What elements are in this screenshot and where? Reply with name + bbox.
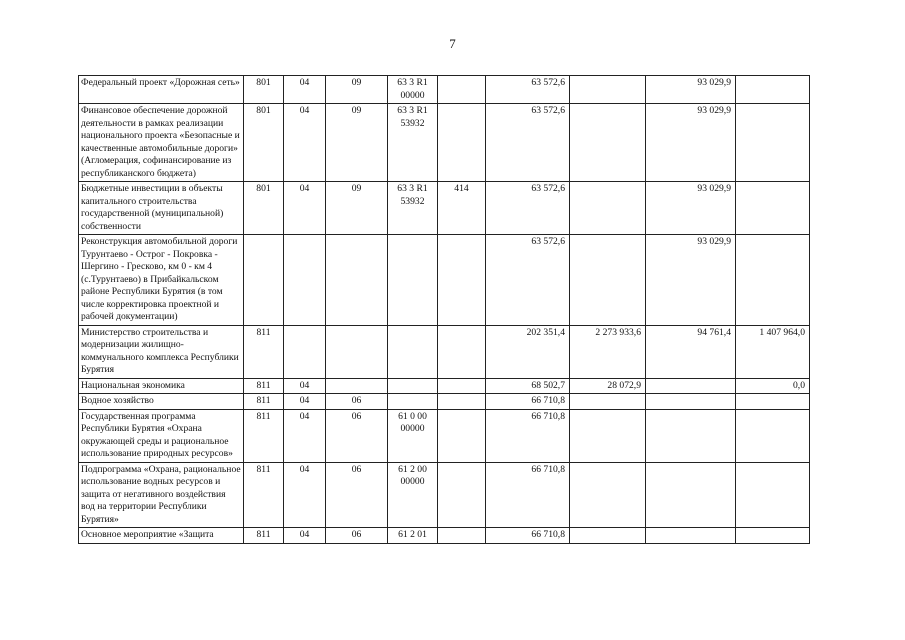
cell-amount-4: 1 407 964,0 [736,325,810,378]
cell-amount-4: 0,0 [736,378,810,394]
cell-amount-1: 66 710,8 [486,462,570,528]
cell-amount-2 [570,462,646,528]
cell-target-article [388,235,438,326]
cell-name: Министерство строительства и модернизации жилищно-коммунального комплекса Республики Бурятия [79,325,244,378]
cell-name: Подпрограмма «Охрана, рациональное использование водных ресурсов и защита от негативного воздействия вод на территории Республики Бурятия» [79,462,244,528]
cell-ved: 811 [244,528,284,544]
cell-ved: 811 [244,394,284,410]
cell-subsection: 09 [326,104,388,182]
cell-amount-3 [646,409,736,462]
cell-amount-2 [570,76,646,104]
cell-expense-type [438,104,486,182]
cell-expense-type [438,235,486,326]
cell-subsection: 06 [326,409,388,462]
cell-name: Реконструкция автомобильной дороги Турунтаево - Острог - Покровка - Шергино - Гресково, км 0 - км 4 (с.Турунтаево) в Прибайкальском районе Республики Бурятия (в том числе корректировка проектной и рабочей документации) [79,235,244,326]
cell-target-article: 61 2 00 00000 [388,462,438,528]
cell-expense-type [438,462,486,528]
table-row [79,409,810,462]
cell-amount-1: 63 572,6 [486,76,570,104]
cell-section [284,325,326,378]
cell-expense-type [438,409,486,462]
cell-target-article: 61 2 01 [388,528,438,544]
cell-amount-2: 28 072,9 [570,378,646,394]
cell-expense-type: 414 [438,182,486,235]
cell-amount-2 [570,394,646,410]
cell-ved: 811 [244,462,284,528]
table-row [79,235,810,326]
cell-amount-3 [646,378,736,394]
cell-ved [244,235,284,326]
cell-target-article: 63 3 R1 53932 [388,104,438,182]
cell-name: Основное мероприятие «Защита [79,528,244,544]
cell-subsection: 06 [326,528,388,544]
cell-amount-1: 202 351,4 [486,325,570,378]
cell-name: Федеральный проект «Дорожная сеть» [79,76,244,104]
cell-amount-2 [570,235,646,326]
cell-section: 04 [284,409,326,462]
cell-amount-2 [570,528,646,544]
cell-target-article: 61 0 00 00000 [388,409,438,462]
cell-amount-2 [570,182,646,235]
cell-amount-4 [736,235,810,326]
cell-expense-type [438,76,486,104]
cell-expense-type [438,378,486,394]
cell-subsection: 09 [326,182,388,235]
table-row [79,528,810,544]
cell-ved: 811 [244,409,284,462]
cell-amount-4 [736,409,810,462]
cell-amount-4 [736,394,810,410]
cell-subsection [326,235,388,326]
table-row [79,462,810,528]
cell-amount-4 [736,104,810,182]
cell-section: 04 [284,462,326,528]
cell-amount-3: 93 029,9 [646,235,736,326]
cell-target-article: 63 3 R1 53932 [388,182,438,235]
table-row [79,378,810,394]
cell-subsection: 06 [326,394,388,410]
cell-name: Водное хозяйство [79,394,244,410]
cell-amount-1: 63 572,6 [486,235,570,326]
cell-target-article [388,394,438,410]
cell-name: Бюджетные инвестиции в объекты капитального строительства государственной (муниципальной) собственности [79,182,244,235]
cell-name: Государственная программа Республики Бурятия «Охрана окружающей среды и рациональное использование природных ресурсов» [79,409,244,462]
cell-target-article [388,378,438,394]
cell-expense-type [438,394,486,410]
cell-amount-1: 63 572,6 [486,182,570,235]
table-body [79,76,810,544]
table-row [79,76,810,104]
cell-amount-3: 94 761,4 [646,325,736,378]
cell-section: 04 [284,104,326,182]
cell-amount-2: 2 273 933,6 [570,325,646,378]
cell-expense-type [438,528,486,544]
cell-amount-1: 66 710,8 [486,528,570,544]
cell-amount-1: 63 572,6 [486,104,570,182]
cell-amount-1: 68 502,7 [486,378,570,394]
cell-amount-4 [736,76,810,104]
cell-amount-4 [736,528,810,544]
table-row [79,182,810,235]
page-number: 7 [449,36,456,51]
cell-subsection: 06 [326,462,388,528]
cell-name: Национальная экономика [79,378,244,394]
cell-amount-3 [646,462,736,528]
cell-amount-1: 66 710,8 [486,394,570,410]
cell-section: 04 [284,76,326,104]
cell-subsection [326,378,388,394]
table-row [79,104,810,182]
cell-section: 04 [284,182,326,235]
cell-amount-3 [646,528,736,544]
cell-expense-type [438,325,486,378]
cell-amount-4 [736,182,810,235]
budget-table [78,75,810,544]
cell-ved: 801 [244,104,284,182]
cell-amount-2 [570,104,646,182]
cell-subsection: 09 [326,76,388,104]
cell-ved: 801 [244,182,284,235]
cell-section [284,235,326,326]
cell-amount-3: 93 029,9 [646,104,736,182]
cell-amount-3: 93 029,9 [646,76,736,104]
cell-ved: 811 [244,378,284,394]
cell-amount-4 [736,462,810,528]
cell-ved: 801 [244,76,284,104]
cell-section: 04 [284,528,326,544]
cell-target-article: 63 3 R1 00000 [388,76,438,104]
cell-amount-3: 93 029,9 [646,182,736,235]
cell-target-article [388,325,438,378]
cell-subsection [326,325,388,378]
cell-amount-2 [570,409,646,462]
cell-section: 04 [284,394,326,410]
cell-amount-3 [646,394,736,410]
table-row [79,325,810,378]
cell-name: Финансовое обеспечение дорожной деятельности в рамках реализации национального проекта «Безопасные и качественные автомобильные дороги» (Агломерация, софинансирование из республиканского бюджета) [79,104,244,182]
cell-amount-1: 66 710,8 [486,409,570,462]
table-row [79,394,810,410]
cell-section: 04 [284,378,326,394]
cell-ved: 811 [244,325,284,378]
